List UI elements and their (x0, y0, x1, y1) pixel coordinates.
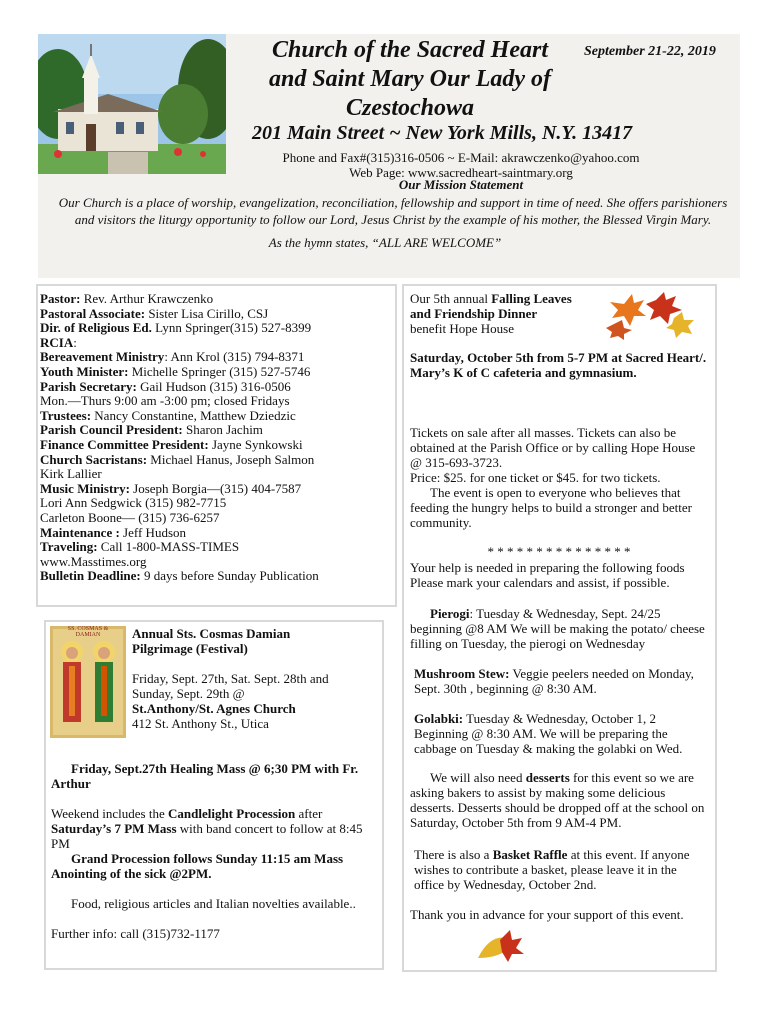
staff-value: Carleton Boone— (315) 736-6257 (40, 509, 220, 525)
weekend-text-a: Weekend includes the (51, 806, 168, 821)
church-photo-icon (38, 34, 226, 174)
stew-label: Mushroom Stew: (414, 666, 510, 681)
staff-value: Michael Hanus, Joseph Salmon (147, 451, 315, 467)
pierogi-text: : Tuesday & Wednesday, Sept. 24/25 beginning @8 AM We will be making the potato/ cheese filling on Tuesday, the pierogi on Wednesday (410, 606, 705, 651)
desserts-text-c: for this event so we are asking bakers to assist by making some delicious desserts. Desserts should be dropped off at the school on Saturday, October 5th from 9 AM-4 PM. (410, 770, 705, 830)
staff-row (40, 321, 395, 336)
staff-value: Rev. Arthur Krawczenko (80, 291, 214, 306)
staff-row (40, 482, 395, 497)
staff-row (40, 365, 395, 380)
dinner-when: Saturday, October 5th from 5-7 PM at Sacred Heart/. Mary’s K of C cafeteria and gymnasium. (410, 350, 707, 380)
saints-icon (50, 626, 126, 738)
pilgrimage-place: St.Anthony/St. Agnes Church (132, 701, 296, 716)
golabki-text: Tuesday & Wednesday, October 1, 2 Beginning @ 8:30 AM. We will be preparing the cabbage on Tuesday & making the golabki on Wed. (414, 711, 683, 756)
church-title (250, 36, 570, 123)
contact-info (226, 150, 696, 180)
staff-value: Sister Lisa Cirillo, CSJ (145, 305, 269, 321)
tickets-info: Tickets on sale after all masses. Tickets can also be obtained at the Parish Office or by calling Hope House @ 315-693-3723. (410, 425, 696, 470)
raffle-text-c: at this event. If anyone wishes to contribute a basket, please leave it in the office by Wednesday, October 2nd. (414, 847, 690, 892)
staff-role: Trustees: (40, 407, 92, 423)
staff-role: Pastoral Associate: (40, 305, 146, 321)
stew-info (414, 666, 708, 696)
desserts-label: desserts (525, 770, 570, 785)
staff-role: Music Ministry: (40, 480, 130, 496)
desserts-info (410, 770, 708, 830)
staff-row (40, 409, 395, 424)
raffle-text-a: There is also a (414, 847, 493, 862)
staff-role: Parish Secretary: (40, 378, 137, 394)
staff-value: Kirk Lallier (40, 466, 102, 482)
staff-value: Gail Hudson (315) 316-0506 (136, 378, 291, 394)
staff-role: Pastor: (40, 291, 81, 306)
dinner-name: Falling Leaves and Friendship Dinner (410, 291, 572, 321)
candlelight-procession: Candlelight Procession (168, 806, 296, 821)
staff-role: Parish Council President: (40, 422, 183, 438)
dinner-intro (410, 291, 590, 336)
title-line-1: Church of the Sacred Heart (271, 37, 549, 63)
staff-row (40, 569, 395, 584)
staff-value: Jeff Hudson (119, 524, 186, 540)
staff-row (40, 467, 395, 482)
staff-row (40, 380, 395, 395)
dinner-beneficiary: benefit Hope House (410, 321, 514, 336)
dinner-intro-a: Our 5th annual (410, 291, 492, 306)
ticket-price: Price: $25. for one ticket or $45. for two tickets. (410, 470, 661, 485)
pilgrimage-title: Annual Sts. Cosmas Damian Pilgrimage (Festival) (132, 626, 291, 656)
desserts-text-a: We will also need (430, 770, 526, 785)
staff-value: 9 days before Sunday Publication (140, 568, 319, 584)
staff-value: Call 1-800-MASS-TIMES (97, 539, 240, 555)
pilgrimage-street: 412 St. Anthony St., Utica (132, 716, 269, 731)
staff-value: : Ann Krol (315) 794-8371 (164, 349, 305, 365)
title-line-2: and Saint Mary Our Lady of (268, 66, 552, 92)
staff-value: Mon.—Thurs 9:00 am -3:00 pm; closed Fridays (40, 393, 290, 409)
pilgrimage-dates: Friday, Sept. 27th, Sat. Sept. 28th and Sunday, Sept. 29th @ (132, 671, 329, 701)
pierogi-label: Pierogi (430, 606, 470, 621)
healing-mass: Friday, Sept.27th Healing Mass @ 6;30 PM with Fr. Arthur (51, 761, 359, 791)
staff-row (40, 438, 395, 453)
staff-role: RCIA (40, 334, 74, 350)
staff-role: Traveling: (40, 539, 98, 555)
staff-row (40, 540, 395, 555)
saturday-mass: Saturday’s 7 PM Mass (51, 821, 177, 836)
staff-row (40, 555, 395, 570)
staff-value: Joseph Borgia—(315) 404-7587 (129, 480, 302, 496)
staff-role: Youth Minister: (40, 363, 129, 379)
thank-you: Thank you in advance for your support of this event. (410, 907, 684, 922)
food-items: Food, religious articles and Italian novelties available.. (71, 896, 356, 911)
raffle-info (414, 847, 708, 892)
further-info: Further info: call (315)732-1177 (51, 926, 220, 941)
mission-title: Our Mission Statement (398, 177, 524, 192)
grand-procession: Grand Procession follows Sunday 11:15 am Mass Anointing of the sick @2PM. (51, 851, 344, 881)
phone-email: Phone and Fax#(315)316-0506 ~ E-Mail: akrawczenko@yahoo.com (282, 150, 640, 165)
title-line-3: Czestochowa (345, 95, 474, 121)
staff-value: Lynn Springer(315) 527-8399 (151, 320, 312, 336)
stars-divider: * * * * * * * * * * * * * * * (487, 544, 631, 559)
church-address: 201 Main Street ~ New York Mills, N.Y. 13417 (252, 122, 633, 144)
staff-row (40, 526, 395, 541)
staff-value: Sharon Jachim (182, 422, 263, 438)
staff-value: Michelle Springer (315) 527-5746 (128, 363, 311, 379)
staff-role: Bereavement Ministry (40, 349, 165, 365)
hymn-line: As the hymn states, “ALL ARE WELCOME” (268, 235, 502, 250)
staff-role: Bulletin Deadline: (40, 568, 141, 584)
staff-row (40, 423, 395, 438)
staff-role: Dir. of Religious Ed. (40, 320, 152, 336)
weekend-procession (51, 806, 376, 851)
staff-row (40, 350, 395, 365)
staff-value: www.Masstimes.org (40, 553, 147, 569)
staff-row (40, 496, 395, 511)
staff-list (40, 292, 395, 584)
staff-value: Lori Ann Sedgwick (315) 982-7715 (40, 495, 227, 511)
staff-row (40, 511, 395, 526)
staff-row (40, 453, 395, 468)
staff-value: Nancy Constantine, Matthew Dziedzic (91, 407, 296, 423)
leaf-icon (470, 928, 530, 964)
event-open: The event is open to everyone who believes that feeding the hungry helps to build a stronger and better community. (410, 485, 692, 530)
autumn-leaves-icon (604, 290, 699, 340)
weekend-text-c: after (295, 806, 323, 821)
bulletin-date: September 21-22, 2019 (584, 44, 716, 59)
saints-icon-caption: SS. COSMAS & DAMIAN (67, 626, 109, 638)
staff-value: Jayne Synkowski (208, 436, 303, 452)
staff-value: : (73, 334, 77, 350)
staff-row (40, 394, 395, 409)
staff-row (40, 307, 395, 322)
mission-text: Our Church is a place of worship, evangelization, reconciliation, fellowship and support in time of need. She offers parishioners and visitors the liturgy opportunity to follow our Lord, Jesus Christ by the example of his mother, the Blessed Virgin Mary. (58, 195, 728, 227)
staff-row (40, 336, 395, 351)
staff-role: Church Sacristans: (40, 451, 148, 467)
staff-row (40, 292, 395, 307)
golabki-info (414, 711, 708, 756)
web-page: Web Page: www.sacredheart-saintmary.org (349, 165, 573, 180)
weekend-text-e: with band concert to follow at 8:45 PM (51, 821, 363, 851)
pierogi-info (410, 606, 708, 651)
stew-text: Veggie peelers needed on Monday, Sept. 30th , beginning @ 8:30 AM. (414, 666, 694, 696)
staff-role: Finance Committee President: (40, 436, 209, 452)
staff-role: Maintenance : (40, 524, 120, 540)
raffle-label: Basket Raffle (492, 847, 568, 862)
golabki-label: Golabki: (414, 711, 464, 726)
help-needed: Your help is needed in preparing the following foods Please mark your calendars and assist, if possible. (410, 560, 685, 590)
